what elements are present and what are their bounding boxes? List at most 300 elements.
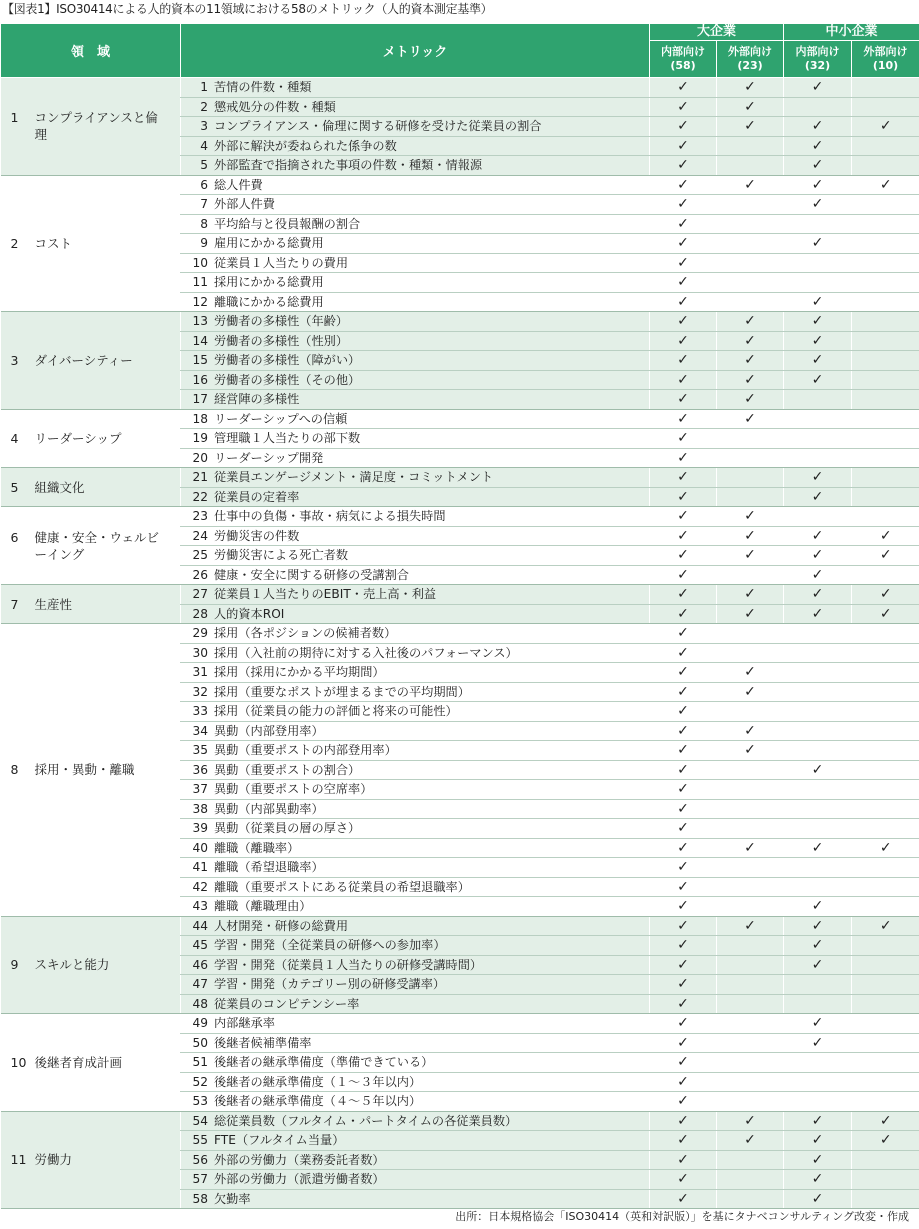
metric-number: 20 (192, 450, 208, 465)
check-mark-icon: ✓ (811, 586, 824, 603)
check-external-large (717, 1033, 784, 1053)
check-internal-sme (784, 234, 852, 254)
check-internal-large (650, 721, 717, 741)
metric-cell (181, 390, 650, 410)
check-internal-sme (784, 526, 852, 546)
check-external-sme (852, 526, 919, 546)
header-internal-large-line: (58) (670, 59, 696, 72)
check-external-sme (852, 877, 919, 897)
check-mark-icon: ✓ (744, 98, 756, 115)
check-mark-icon: ✓ (811, 1132, 824, 1149)
metric-cell (181, 507, 650, 527)
metric-number: 26 (192, 567, 208, 582)
check-mark-icon: ✓ (811, 937, 824, 954)
check-external-sme (852, 1189, 919, 1209)
check-external-large (717, 214, 784, 234)
metric-text: 離職（離職率） (214, 840, 300, 855)
check-mark-icon: ✓ (811, 235, 824, 252)
check-mark-icon: ✓ (811, 118, 824, 135)
check-mark-icon: ✓ (677, 254, 689, 271)
check-external-sme (852, 507, 919, 527)
check-external-large (717, 877, 784, 897)
check-internal-large (650, 877, 717, 897)
domain-number: 5 (10, 479, 19, 495)
check-internal-large (650, 234, 717, 254)
metric-text: 人的資本ROI (214, 606, 285, 621)
check-external-sme (852, 916, 919, 936)
metric-number: 32 (192, 684, 208, 699)
check-external-large (717, 175, 784, 195)
check-mark-icon: ✓ (811, 761, 824, 778)
check-mark-icon: ✓ (744, 391, 756, 408)
metric-text: 異動（重要ポストの空席率） (214, 782, 373, 797)
metric-cell (181, 838, 650, 858)
metric-text: 労働者の多様性（年齢） (214, 314, 349, 329)
check-internal-large (650, 78, 717, 98)
check-internal-large (650, 838, 717, 858)
check-internal-large (650, 117, 717, 137)
check-external-large (717, 585, 784, 605)
check-mark-icon: ✓ (677, 683, 689, 700)
check-internal-sme (784, 643, 852, 663)
check-mark-icon: ✓ (677, 586, 689, 603)
check-external-sme (852, 955, 919, 975)
check-mark-icon: ✓ (677, 98, 689, 115)
table-row (1, 507, 919, 527)
metric-text: 懲戒処分の件数・種類 (214, 99, 336, 114)
check-internal-sme (784, 663, 852, 683)
check-internal-sme (784, 1092, 852, 1112)
check-internal-sme (784, 780, 852, 800)
check-internal-large (650, 390, 717, 410)
metric-cell (181, 351, 650, 371)
check-internal-large (650, 487, 717, 507)
check-mark-icon: ✓ (677, 508, 689, 525)
check-mark-icon: ✓ (811, 547, 824, 564)
metric-cell (181, 195, 650, 215)
metric-text: 離職（希望退職率） (214, 860, 324, 875)
check-mark-icon: ✓ (677, 410, 689, 427)
check-internal-sme (784, 273, 852, 293)
metric-text: 後継者候補準備率 (214, 1035, 312, 1050)
metric-cell (181, 663, 650, 683)
metric-text: 採用（各ポジションの候補者数） (214, 626, 397, 641)
metric-number: 40 (192, 840, 208, 855)
check-internal-large (650, 468, 717, 488)
metric-cell (181, 1033, 650, 1053)
check-internal-large (650, 507, 717, 527)
check-external-large (717, 1170, 784, 1190)
metric-number: 16 (192, 372, 208, 387)
metric-number: 34 (192, 723, 208, 738)
metric-number: 58 (192, 1191, 208, 1206)
check-external-sme (852, 390, 919, 410)
check-mark-icon: ✓ (677, 137, 689, 154)
check-mark-icon: ✓ (744, 332, 756, 349)
metric-cell (181, 117, 650, 137)
check-mark-icon: ✓ (677, 742, 689, 759)
check-external-sme (852, 448, 919, 468)
check-internal-sme (784, 175, 852, 195)
metric-cell (181, 468, 650, 488)
check-internal-sme (784, 604, 852, 624)
check-mark-icon: ✓ (744, 722, 756, 739)
check-external-sme (852, 312, 919, 332)
metric-cell (181, 526, 650, 546)
metric-text: 経営陣の多様性 (214, 392, 300, 407)
metric-number: 41 (192, 860, 208, 875)
check-internal-large (650, 214, 717, 234)
check-mark-icon: ✓ (744, 683, 756, 700)
metrics-table-container (0, 23, 919, 1209)
check-mark-icon: ✓ (677, 1054, 689, 1071)
check-internal-sme (784, 994, 852, 1014)
check-mark-icon: ✓ (879, 527, 892, 544)
metrics-table (0, 23, 919, 1209)
check-internal-sme (784, 819, 852, 839)
check-internal-large (650, 1092, 717, 1112)
metric-cell (181, 585, 650, 605)
check-mark-icon: ✓ (677, 1034, 689, 1051)
check-external-large (717, 507, 784, 527)
check-internal-large (650, 156, 717, 176)
check-mark-icon: ✓ (677, 313, 689, 330)
check-internal-large (650, 682, 717, 702)
check-internal-sme (784, 370, 852, 390)
check-external-large (717, 468, 784, 488)
check-mark-icon: ✓ (811, 1112, 824, 1129)
check-internal-sme (784, 702, 852, 722)
metric-cell (181, 565, 650, 585)
check-external-sme (852, 1092, 919, 1112)
domain-cell (1, 1111, 181, 1209)
domain-number: 9 (10, 957, 19, 973)
check-mark-icon: ✓ (677, 1151, 689, 1168)
check-mark-icon: ✓ (677, 566, 689, 583)
check-external-large (717, 78, 784, 98)
check-external-sme (852, 741, 919, 761)
metric-cell (181, 1150, 650, 1170)
table-row (1, 78, 919, 98)
check-internal-sme (784, 136, 852, 156)
metric-number: 28 (192, 606, 208, 621)
header-external-large (717, 41, 784, 78)
metric-number: 48 (192, 996, 208, 1011)
check-external-sme (852, 468, 919, 488)
table-row (1, 312, 919, 332)
metric-cell (181, 1014, 650, 1034)
domain-number: 2 (10, 235, 19, 251)
check-internal-large (650, 273, 717, 293)
check-external-large (717, 1131, 784, 1151)
check-external-large (717, 195, 784, 215)
check-external-large (717, 604, 784, 624)
check-external-sme (852, 780, 919, 800)
domain-name: 組織文化 (34, 479, 85, 495)
metric-number: 12 (192, 294, 208, 309)
check-internal-sme (784, 585, 852, 605)
check-external-sme (852, 1014, 919, 1034)
check-external-large (717, 1053, 784, 1073)
table-row (1, 1111, 919, 1131)
check-internal-sme (784, 253, 852, 273)
header-domain: 領 域 (1, 24, 181, 78)
check-external-sme (852, 721, 919, 741)
check-external-large (717, 1072, 784, 1092)
check-internal-large (650, 292, 717, 312)
check-external-sme (852, 117, 919, 137)
check-mark-icon: ✓ (677, 898, 689, 915)
domain-number: 8 (10, 762, 19, 778)
metric-cell (181, 253, 650, 273)
check-internal-sme (784, 292, 852, 312)
check-mark-icon: ✓ (811, 293, 824, 310)
metric-number: 33 (192, 704, 208, 719)
metric-cell (181, 819, 650, 839)
check-mark-icon: ✓ (879, 547, 892, 564)
check-mark-icon: ✓ (811, 1034, 824, 1051)
header-external-sme-line: (10) (872, 59, 899, 72)
check-mark-icon: ✓ (677, 79, 689, 96)
check-internal-large (650, 760, 717, 780)
check-mark-icon: ✓ (744, 176, 756, 193)
check-external-large (717, 312, 784, 332)
check-mark-icon: ✓ (811, 469, 824, 486)
check-external-large (717, 624, 784, 644)
check-external-sme (852, 1131, 919, 1151)
metric-text: 外部の労働力（派遣労働者数） (214, 1172, 385, 1187)
check-internal-sme (784, 1170, 852, 1190)
domain-number: 3 (10, 352, 19, 368)
check-external-sme (852, 97, 919, 117)
check-external-large (717, 1111, 784, 1131)
metric-text: 採用にかかる総費用 (214, 275, 324, 290)
check-external-large (717, 955, 784, 975)
metric-text: リーダーシップ開発 (214, 450, 324, 465)
check-mark-icon: ✓ (744, 917, 756, 934)
check-internal-large (650, 916, 717, 936)
check-external-large (717, 838, 784, 858)
check-external-sme (852, 370, 919, 390)
metric-cell (181, 897, 650, 917)
metric-number: 47 (192, 977, 208, 992)
header-external-sme (852, 41, 919, 78)
check-external-sme (852, 195, 919, 215)
check-internal-sme (784, 721, 852, 741)
metric-cell (181, 234, 650, 254)
metric-number: 30 (192, 645, 208, 660)
check-mark-icon: ✓ (677, 430, 689, 447)
metric-cell (181, 936, 650, 956)
check-mark-icon: ✓ (811, 332, 824, 349)
check-mark-icon: ✓ (677, 235, 689, 252)
metric-text: 離職（重要ポストにある従業員の希望退職率） (214, 879, 470, 894)
check-external-sme (852, 799, 919, 819)
metric-number: 23 (192, 509, 208, 524)
check-mark-icon: ✓ (744, 79, 756, 96)
check-mark-icon: ✓ (811, 1171, 824, 1188)
check-mark-icon: ✓ (677, 976, 689, 993)
check-external-large (717, 916, 784, 936)
figure-title: 【図表1】ISO30414による人的資本の11領域における58のメトリック（人的資本測定基準） (2, 2, 493, 16)
check-internal-large (650, 780, 717, 800)
check-internal-sme (784, 468, 852, 488)
check-external-sme (852, 858, 919, 878)
metric-cell (181, 273, 650, 293)
metric-cell (181, 370, 650, 390)
check-internal-sme (784, 448, 852, 468)
header-external-large-line: 外部向け (728, 45, 772, 58)
metric-text: 労働災害による死亡者数 (214, 548, 349, 563)
check-mark-icon: ✓ (811, 79, 824, 96)
domain-name: コスト (34, 235, 73, 251)
check-external-large (717, 897, 784, 917)
metric-number: 38 (192, 801, 208, 816)
check-internal-sme (784, 838, 852, 858)
check-mark-icon: ✓ (677, 527, 689, 544)
check-mark-icon: ✓ (879, 176, 892, 193)
check-mark-icon: ✓ (677, 800, 689, 817)
check-internal-sme (784, 877, 852, 897)
metric-number: 46 (192, 957, 208, 972)
check-external-sme (852, 234, 919, 254)
metric-text: 従業員エンゲージメント・満足度・コミットメント (214, 470, 494, 485)
check-internal-sme (784, 156, 852, 176)
check-internal-large (650, 1014, 717, 1034)
metric-text: リーダーシップへの信頼 (214, 411, 348, 426)
check-mark-icon: ✓ (677, 118, 689, 135)
check-mark-icon: ✓ (677, 781, 689, 798)
domain-cell (1, 409, 181, 468)
metric-cell (181, 1170, 650, 1190)
check-internal-large (650, 604, 717, 624)
check-internal-large (650, 195, 717, 215)
check-internal-large (650, 312, 717, 332)
check-external-large (717, 390, 784, 410)
check-external-large (717, 429, 784, 449)
check-mark-icon: ✓ (677, 761, 689, 778)
check-external-large (717, 409, 784, 429)
check-external-large (717, 1092, 784, 1112)
check-internal-large (650, 994, 717, 1014)
check-mark-icon: ✓ (677, 1093, 689, 1110)
check-internal-sme (784, 195, 852, 215)
metric-number: 4 (200, 138, 208, 153)
check-mark-icon: ✓ (811, 157, 824, 174)
check-internal-large (650, 1189, 717, 1209)
check-mark-icon: ✓ (744, 742, 756, 759)
check-external-sme (852, 585, 919, 605)
check-internal-large (650, 253, 717, 273)
check-external-sme (852, 819, 919, 839)
check-mark-icon: ✓ (879, 917, 892, 934)
check-mark-icon: ✓ (811, 566, 824, 583)
check-external-sme (852, 273, 919, 293)
check-external-large (717, 1150, 784, 1170)
domain-cell (1, 1014, 181, 1112)
check-external-large (717, 741, 784, 761)
metric-number: 42 (192, 879, 208, 894)
check-internal-sme (784, 565, 852, 585)
metric-cell (181, 1131, 650, 1151)
domain-cell (1, 624, 181, 917)
metric-text: 苦情の件数・種類 (214, 80, 312, 95)
metric-cell (181, 721, 650, 741)
header-external-large-line: (23) (737, 59, 763, 72)
metric-cell (181, 624, 650, 644)
metric-cell (181, 175, 650, 195)
check-external-large (717, 819, 784, 839)
check-external-large (717, 117, 784, 137)
check-mark-icon: ✓ (744, 410, 756, 427)
metric-text: 人材開発・研修の総費用 (214, 918, 349, 933)
metric-number: 56 (192, 1152, 208, 1167)
check-internal-sme (784, 507, 852, 527)
check-external-large (717, 273, 784, 293)
metric-number: 18 (192, 411, 208, 426)
check-external-large (717, 760, 784, 780)
check-internal-large (650, 565, 717, 585)
domain-number: 7 (10, 596, 19, 612)
check-mark-icon: ✓ (677, 332, 689, 349)
header-internal-large-line: 内部向け (661, 45, 705, 58)
check-mark-icon: ✓ (677, 878, 689, 895)
check-internal-large (650, 351, 717, 371)
check-internal-large (650, 1131, 717, 1151)
metric-text: 平均給与と役員報酬の割合 (214, 216, 361, 231)
metric-text: 異動（重要ポストの内部登用率） (214, 743, 397, 758)
metric-text: FTE（フルタイム当量） (214, 1133, 345, 1148)
header-internal-large (650, 41, 717, 78)
domain-name: 労働力 (34, 1152, 73, 1168)
metric-number: 54 (192, 1113, 208, 1128)
metric-text: 従業員１人当たりの費用 (214, 255, 349, 270)
check-mark-icon: ✓ (677, 820, 689, 837)
metric-text: 後継者の継承準備度（４～５年以内） (214, 1094, 422, 1109)
check-external-large (717, 370, 784, 390)
metric-cell (181, 760, 650, 780)
check-mark-icon: ✓ (677, 1171, 689, 1188)
metric-text: 外部監査で指摘された事項の件数・種類・情報源 (214, 158, 483, 173)
check-internal-large (650, 429, 717, 449)
metric-text: 離職（離職理由） (214, 899, 312, 914)
check-mark-icon: ✓ (677, 839, 689, 856)
check-internal-sme (784, 1033, 852, 1053)
check-internal-sme (784, 214, 852, 234)
metric-text: 総人件費 (214, 177, 263, 192)
check-mark-icon: ✓ (811, 1151, 824, 1168)
check-external-sme (852, 78, 919, 98)
check-external-sme (852, 682, 919, 702)
check-internal-sme (784, 1111, 852, 1131)
metric-cell (181, 1092, 650, 1112)
check-external-sme (852, 702, 919, 722)
check-mark-icon: ✓ (744, 839, 756, 856)
check-mark-icon: ✓ (677, 956, 689, 973)
metric-cell (181, 858, 650, 878)
metric-number: 5 (200, 158, 208, 173)
metric-text: 欠勤率 (214, 1191, 251, 1206)
domain-cell (1, 916, 181, 1014)
metric-cell (181, 799, 650, 819)
metric-text: 後継者の継承準備度（１～３年以内） (214, 1074, 422, 1089)
check-mark-icon: ✓ (677, 722, 689, 739)
check-internal-large (650, 331, 717, 351)
metric-text: 異動（重要ポストの割合） (214, 762, 361, 777)
check-internal-sme (784, 955, 852, 975)
check-internal-large (650, 1033, 717, 1053)
check-mark-icon: ✓ (879, 605, 892, 622)
